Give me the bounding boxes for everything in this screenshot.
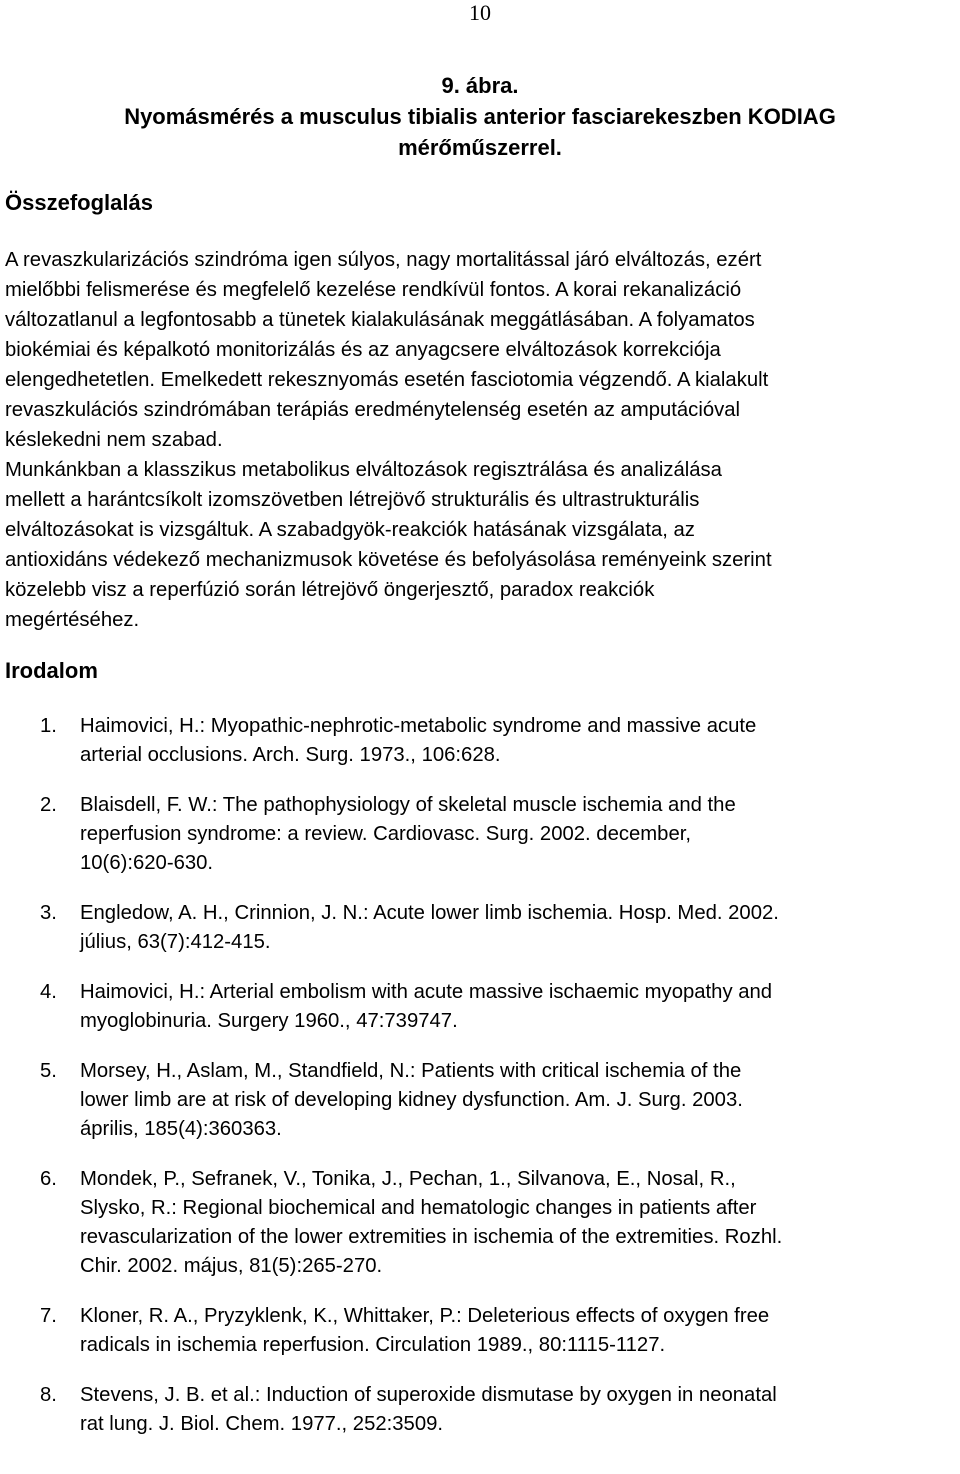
reference-number: 5.	[40, 1060, 57, 1082]
reference-number: 3.	[40, 902, 57, 924]
references-heading: Irodalom	[5, 658, 98, 683]
reference-line: Chir. 2002. május, 81(5):265-270.	[80, 1255, 383, 1277]
reference-number: 6.	[40, 1168, 57, 1190]
reference-line: Engledow, A. H., Crinnion, J. N.: Acute lower limb ischemia. Hosp. Med. 2002.	[80, 902, 779, 924]
reference-line: rat lung. J. Biol. Chem. 1977., 252:3509.	[80, 1413, 444, 1435]
reference-line: Kloner, R. A., Pryzyklenk, K., Whittaker, P.: Deleterious effects of oxygen free	[80, 1305, 770, 1327]
page-number: 10	[469, 0, 491, 25]
reference-line: Haimovici, H.: Myopathic-nephrotic-metabolic syndrome and massive acute	[80, 715, 757, 737]
summary-line: Munkánkban a klasszikus metabolikus elváltozások regisztrálása és analizálása	[5, 459, 722, 481]
reference-item	[0, 899, 960, 957]
reference-item	[0, 1381, 960, 1439]
summary-line: változatlanul a legfontosabb a tünetek kialakulásának meggátlásában. A folyamatos	[5, 309, 755, 331]
reference-text	[80, 712, 955, 770]
references-list	[0, 712, 960, 1460]
reference-text	[80, 1165, 955, 1281]
reference-text	[80, 1057, 955, 1144]
summary-line: revaszkulációs szindrómában terápiás eredménytelenség esetén az amputációval	[5, 399, 741, 421]
reference-text	[80, 1381, 955, 1439]
reference-line: Haimovici, H.: Arterial embolism with acute massive ischaemic myopathy and	[80, 981, 773, 1003]
reference-line: Mondek, P., Sefranek, V., Tonika, J., Pechan, 1., Silvanova, E., Nosal, R.,	[80, 1168, 736, 1190]
summary-line: késlekedni nem szabad.	[5, 429, 223, 451]
reference-text	[80, 791, 955, 878]
summary-line: biokémiai és képalkotó monitorizálás és az anyagcsere elváltozások korrekciója	[5, 339, 721, 361]
reference-line: Slysko, R.: Regional biochemical and hematologic changes in patients after	[80, 1197, 757, 1219]
reference-number: 7.	[40, 1305, 57, 1327]
reference-line: lower limb are at risk of developing kidney dysfunction. Am. J. Surg. 2003.	[80, 1089, 743, 1111]
summary-line: mielőbbi felismerése és megfelelő kezelése rendkívül fontos. A korai rekanalizáció	[5, 279, 742, 301]
summary-line: antioxidáns védekező mechanizmusok követése és befolyásolása reményeink szerint	[5, 549, 772, 571]
summary-line: elváltozásokat is vizsgáltuk. A szabadgyök-reakciók hatásának vizsgálata, az	[5, 519, 695, 541]
reference-line: Stevens, J. B. et al.: Induction of superoxide dismutase by oxygen in neonatal	[80, 1384, 777, 1406]
reference-line: radicals in ischemia reperfusion. Circulation 1989., 80:1115-1127.	[80, 1334, 666, 1356]
reference-item	[0, 1302, 960, 1360]
summary-heading: Összefoglalás	[5, 190, 153, 215]
reference-item	[0, 1057, 960, 1144]
reference-line: Blaisdell, F. W.: The pathophysiology of skeletal muscle ischemia and the	[80, 794, 736, 816]
figure-title-line-2: mérőműszerrel.	[398, 135, 562, 160]
figure-title-line-1: Nyomásmérés a musculus tibialis anterior fasciarekeszben KODIAG	[124, 104, 836, 129]
reference-number: 1.	[40, 715, 57, 737]
reference-line: arterial occlusions. Arch. Surg. 1973., 106:628.	[80, 744, 501, 766]
reference-number: 4.	[40, 981, 57, 1003]
summary-line: közelebb visz a reperfúzió során létrejövő öngerjesztő, paradox reakciók	[5, 579, 655, 601]
figure-caption	[0, 70, 960, 163]
reference-line: revascularization of the lower extremities in ischemia of the extremities. Rozhl.	[80, 1226, 783, 1248]
reference-line: reperfusion syndrome: a review. Cardiovasc. Surg. 2002. december,	[80, 823, 692, 845]
summary-line: megértéséhez.	[5, 609, 140, 631]
reference-item	[0, 1165, 960, 1281]
reference-number: 2.	[40, 794, 57, 816]
summary-paragraphs	[5, 245, 955, 635]
summary-line: mellett a harántcsíkolt izomszövetben létrejövő strukturális és ultrastrukturális	[5, 489, 700, 511]
reference-line: Morsey, H., Aslam, M., Standfield, N.: Patients with critical ischemia of the	[80, 1060, 742, 1082]
reference-text	[80, 1302, 955, 1360]
summary-line: elengedhetetlen. Emelkedett rekesznyomás esetén fasciotomia végzendő. A kialakult	[5, 369, 769, 391]
reference-number: 8.	[40, 1384, 57, 1406]
reference-item	[0, 978, 960, 1036]
reference-line: myoglobinuria. Surgery 1960., 47:739747.	[80, 1010, 458, 1032]
reference-line: április, 185(4):360363.	[80, 1118, 282, 1140]
reference-item	[0, 712, 960, 770]
summary-line: A revaszkularizációs szindróma igen súlyos, nagy mortalitással járó elváltozás, ezért	[5, 249, 762, 271]
figure-label: 9. ábra.	[441, 73, 519, 98]
reference-line: július, 63(7):412-415.	[80, 931, 271, 953]
reference-text	[80, 899, 955, 957]
reference-line: 10(6):620-630.	[80, 852, 214, 874]
reference-text	[80, 978, 955, 1036]
reference-item	[0, 791, 960, 878]
